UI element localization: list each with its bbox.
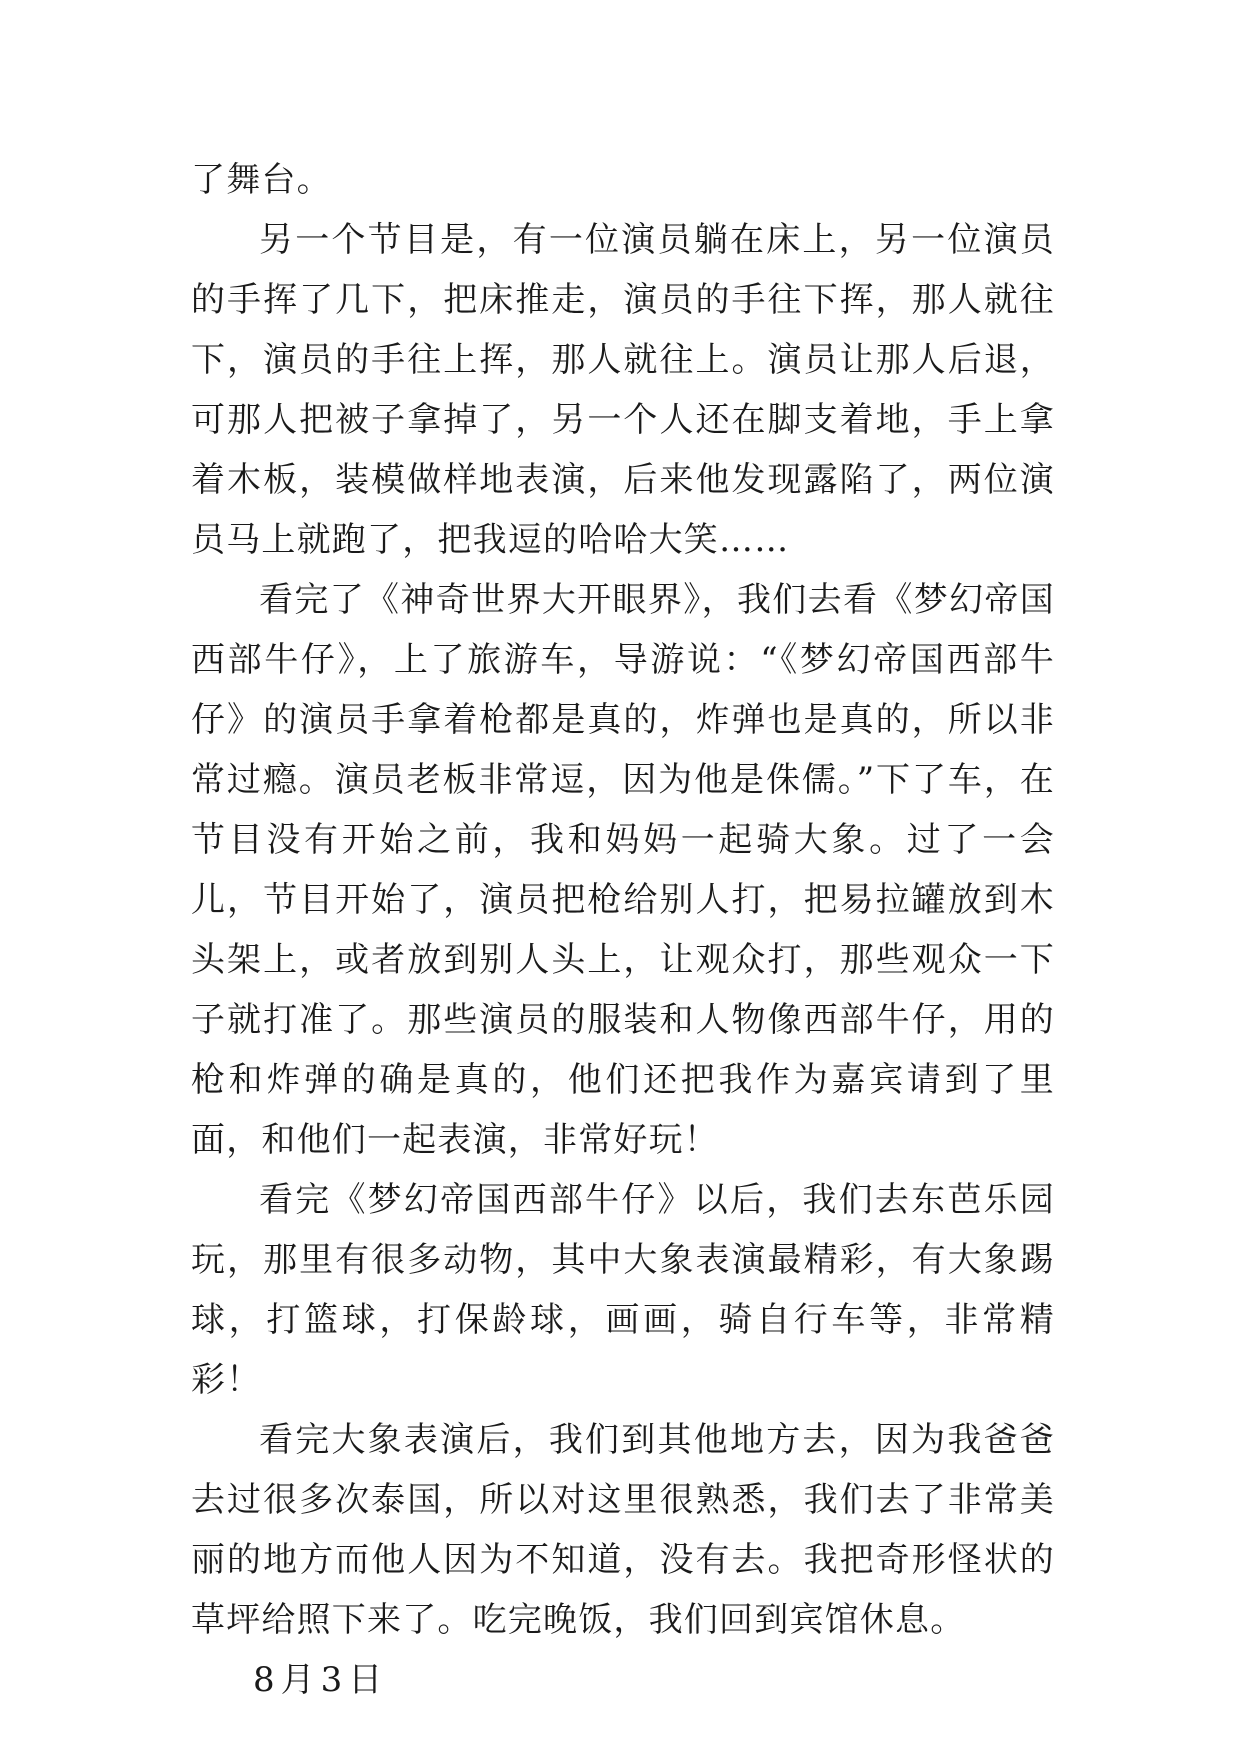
paragraph-bed-act: 另一个节目是，有一位演员躺在床上，另一位演员的手挥了几下，把床推走，演员的手往下挥，那人就往下，演员的手往上挥，那人就往上。演员让那人后退，可那人把被子拿掉了，另一个人还在脚支着地，手上拿着木板，装模做样地表演，后来他发现露陷了，两位演员马上就跑了，把我逗的哈哈大笑…… (191, 220, 1055, 560)
document-body (191, 150, 1055, 1710)
paragraph-western-cowboy: 看完了《神奇世界大开眼界》，我们去看《梦幻帝国西部牛仔》，上了旅游车，导游说：“《梦幻帝国西部牛仔》的演员手拿着枪都是真的，炸弹也是真的，所以非常过瘾。演员老板非常逗，因为他是侏儒。”下了车，在节目没有开始之前，我和妈妈一起骑大象。过了一会儿，节目开始了，演员把枪给别人打，把易拉罐放到木头架上，或者放到别人头上，让观众打，那些观众一下子就打准了。那些演员的服装和人物像西部牛仔，用的枪和炸弹的确是真的，他们还把我作为嘉宾请到了里面，和他们一起表演，非常好玩！ (191, 580, 1055, 1160)
paragraph-after-elephant-show: 看完大象表演后，我们到其他地方去，因为我爸爸去过很多次泰国，所以对这里很熟悉，我们去了非常美丽的地方而他人因为不知道，没有去。我把奇形怪状的草坪给照下来了。吃完晚饭，我们回到宾馆休息。 (191, 1420, 1055, 1640)
paragraph-continuation: 了舞台。 (191, 160, 332, 200)
paragraph-nong-nooch: 看完《梦幻帝国西部牛仔》以后，我们去东芭乐园玩，那里有很多动物，其中大象表演最精彩，有大象踢球，打篮球，打保龄球，画画，骑自行车等，非常精彩！ (191, 1180, 1055, 1400)
date-heading: 8月3日 (253, 1660, 389, 1700)
